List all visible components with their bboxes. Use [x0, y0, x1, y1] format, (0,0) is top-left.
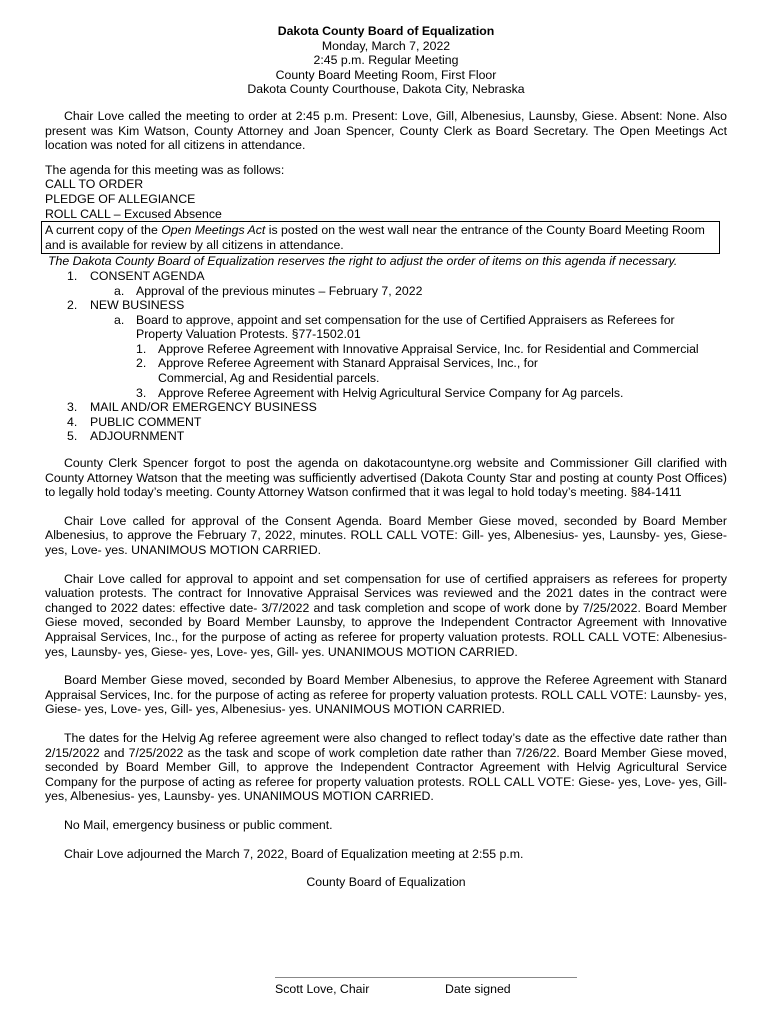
signature-board-name: County Board of Equalization	[306, 875, 466, 890]
open-meetings-notice	[41, 221, 720, 254]
minutes-paragraph-helvig: The dates for the Helvig Ag referee agreement were also changed to reflect today’s date as the effective date rather than 2/15/2022 and 7/25/2022 as the task and scope of work completion date rather than 7/26/22. Board Member Giese moved, seconded by Board Member Gill, to approve the Independent Contractor Agreement with Helvig Agricultural Service Company for the purpose of acting as referee for property valuation protests. ROLL CALL VOTE: Giese- yes, Love- yes, Gill- yes, Albenesius- yes, Launsby- yes. UNANIMOUS MOTION CARRIED.	[45, 730, 727, 804]
minutes-paragraph-consent-agenda: Chair Love called for approval of the Consent Agenda. Board Member Giese moved, seconded by Board Member Albenesius, to approve the February 7, 2022, minutes. ROLL CALL VOTE: Gill- yes, Albenesius- yes, Launsby- yes, Giese- yes, Love- yes. UNANIMOUS MOTION CARRIED.	[45, 513, 727, 557]
agenda-item-text: PUBLIC COMMENT	[90, 414, 202, 429]
signature-line	[275, 977, 577, 978]
agenda-subsubitem	[45, 386, 727, 401]
agenda-subitem-letter: a.	[114, 312, 125, 327]
meeting-time: 2:45 p.m. Regular Meeting	[313, 53, 459, 68]
agenda-item-number: 2.	[67, 298, 78, 313]
agenda-item	[45, 269, 727, 284]
agenda-item-text: ADJOURNMENT	[90, 429, 185, 444]
agenda-subsubitem-number: 1.	[136, 341, 147, 356]
agenda-item-number: 5.	[67, 429, 78, 444]
agenda-intro: The agenda for this meeting was as follows:	[45, 162, 285, 177]
signature-name: Scott Love, Chair	[275, 982, 370, 996]
agenda-subsubitem-text: Approve Referee Agreement with Helvig Agricultural Service Company for Ag parcels.	[158, 385, 624, 400]
agenda-item	[45, 429, 727, 444]
agenda-call-to-order: CALL TO ORDER	[45, 177, 144, 192]
notice-text-start: A current copy of the	[45, 223, 162, 238]
intro-paragraph: Chair Love called the meeting to order at 2:45 p.m. Present: Love, Gill, Albenesius, Launsby, Giese. Absent: None. Also present was Kim Watson, County Attorney and Joan Spencer, County Clerk as Board Secretary. The Open Meetings Act location was noted for all citizens in attendance.	[45, 108, 727, 153]
agenda-subsubitem-number: 3.	[136, 385, 147, 400]
signature-date-label: Date signed	[445, 982, 511, 996]
agenda-pledge: PLEDGE OF ALLEGIANCE	[45, 191, 196, 206]
minutes-paragraph-adjourn: Chair Love adjourned the March 7, 2022, Board of Equalization meeting at 2:55 p.m.	[64, 846, 524, 861]
meeting-room: County Board Meeting Room, First Floor	[275, 67, 497, 82]
agenda-item-number: 4.	[67, 414, 78, 429]
signature-block	[275, 982, 511, 997]
agenda-subitem	[45, 313, 696, 342]
agenda-item	[45, 400, 727, 415]
agenda-item	[45, 298, 727, 313]
agenda-item-number: 1.	[67, 268, 78, 283]
agenda-item-text: NEW BUSINESS	[90, 298, 185, 313]
meeting-location: Dakota County Courthouse, Dakota City, Nebraska	[247, 82, 525, 97]
agenda-subitem-text: Approval of the previous minutes – February 7, 2022	[136, 283, 423, 298]
agenda-item	[45, 415, 727, 430]
meeting-date: Monday, March 7, 2022	[321, 38, 451, 53]
notice-act-name: Open Meetings Act	[161, 223, 266, 238]
agenda-list	[45, 269, 727, 444]
minutes-paragraph-innovative: Chair Love called for approval to appoint and set compensation for use of certified appraisers as referees for property valuation protests. The contract for Innovative Appraisal Services was reviewed and the 2021 dates in the contract were changed to 2022 dates: effective date- 3/7/2022 and task completion and scope of work done by 7/25/2022. Board Member Giese moved, seconded by Board Member Launsby, to approve the Independent Contractor Agreement with Innovative Appraisal Services, Inc., for the purpose of acting as referee for property valuation protests. ROLL CALL VOTE: Albenesius- yes, Launsby- yes, Giese- yes, Love- yes, Gill- yes. UNANIMOUS MOTION CARRIED.	[45, 571, 727, 659]
agenda-subsubitem	[45, 342, 727, 357]
minutes-document	[45, 24, 727, 890]
agenda-subsubitem-text: Approve Referee Agreement with Stanard Appraisal Services, Inc., for Commercial, Ag and Residential parcels.	[158, 356, 539, 386]
agenda-item-number: 3.	[67, 400, 78, 415]
minutes-paragraph-agenda-posting: County Clerk Spencer forgot to post the agenda on dakotacountyne.org website and Commissioner Gill clarified with County Attorney Watson that the meeting was sufficiently advertised (Dakota County Star and posting at county Post Offices) to legally hold today’s meeting. County Attorney Watson confirmed that it was legal to hold today’s meeting. §84-1411	[45, 456, 727, 500]
document-title: Dakota County Board of Equalization	[277, 24, 495, 38]
document-header	[45, 24, 727, 97]
agenda-item-text: CONSENT AGENDA	[90, 268, 205, 283]
agenda-subsubitem-text: Approve Referee Agreement with Innovative Appraisal Service, Inc. for Residential and Commercial	[158, 341, 699, 356]
agenda-subitem-text: Board to approve, appoint and set compensation for the use of Certified Appraisers as Referees for Property Valuation Protests. §77-1502.01	[136, 312, 675, 342]
agenda-subsubitem	[45, 356, 598, 385]
minutes-paragraph-stanard: Board Member Giese moved, seconded by Board Member Albenesius, to approve the Referee Agreement with Stanard Appraisal Services, Inc. for the purpose of acting as referee for property valuation protests. ROLL CALL VOTE: Launsby- yes, Giese- yes, Love- yes, Gill- yes, Albenesius- yes. UNANIMOUS MOTION CARRIED.	[45, 673, 727, 717]
agenda-subitem	[45, 284, 727, 299]
agenda-item-text: MAIL AND/OR EMERGENCY BUSINESS	[90, 400, 317, 415]
agenda-roll-call: ROLL CALL – Excused Absence	[45, 206, 222, 221]
agenda-subitem-letter: a.	[114, 283, 125, 298]
agenda-subsubitem-number: 2.	[136, 356, 147, 371]
notice-text-end: is posted on the west wall near the entrance of the County Board Meeting Room and is available for review by all citizens in attendance.	[45, 223, 705, 252]
minutes-paragraph-no-business: No Mail, emergency business or public comment.	[64, 817, 333, 832]
reserve-statement: The Dakota County Board of Equalization reserves the right to adjust the order of items on this agenda if necessary.	[48, 254, 678, 269]
